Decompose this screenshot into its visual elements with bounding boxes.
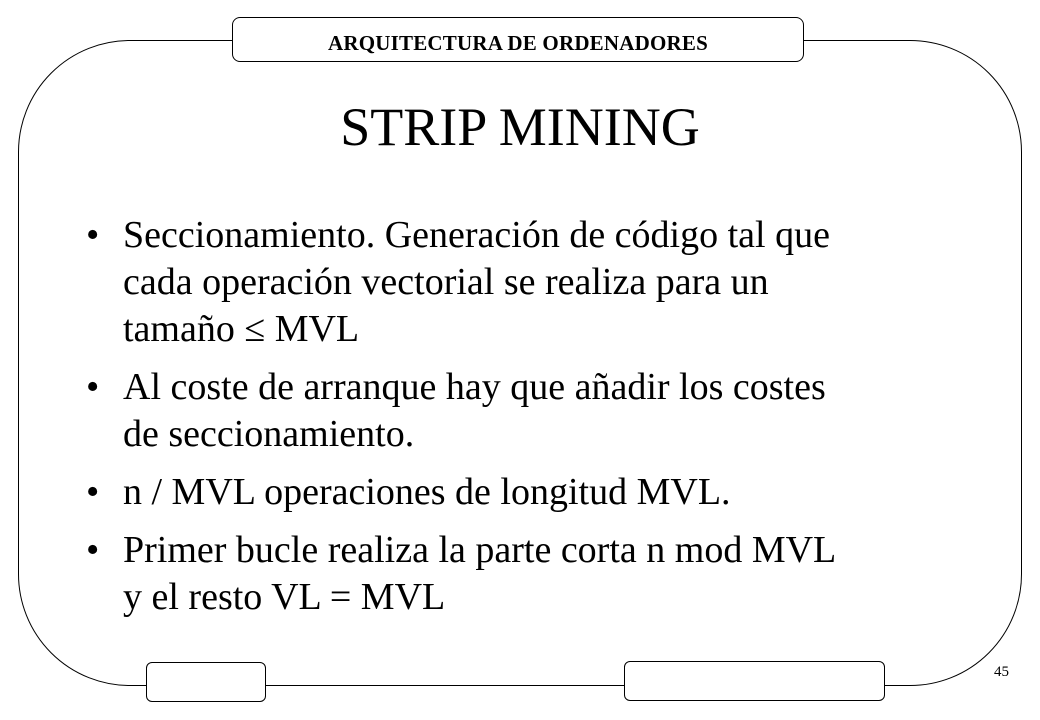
page-number: 45 <box>994 664 1009 680</box>
bullet-icon: • <box>86 471 100 513</box>
course-title: ARQUITECTURA DE ORDENADORES <box>328 31 708 55</box>
bullet-item <box>86 212 976 353</box>
slide-title: STRIP MINING <box>340 97 700 157</box>
bullet-icon: • <box>86 366 100 408</box>
bullet-text-line: de seccionamiento. <box>123 413 415 455</box>
bullet-icon: • <box>86 214 100 256</box>
header-tab <box>232 17 804 62</box>
bullet-icon: • <box>86 529 100 571</box>
bullet-text-line: Primer bucle realiza la parte corta n mod MVL <box>123 529 837 571</box>
bullet-item <box>86 364 976 458</box>
footer-left-box <box>146 662 266 702</box>
bullet-text-line: cada operación vectorial se realiza para un <box>123 261 769 303</box>
bullet-text-line: y el resto VL = MVL <box>123 576 446 618</box>
bullet-item <box>86 527 976 621</box>
bullet-text-line: tamaño ≤ MVL <box>123 308 360 350</box>
bullet-list <box>86 212 976 621</box>
bullet-text-line: Al coste de arranque hay que añadir los costes <box>123 366 826 408</box>
bullet-item <box>86 469 976 516</box>
bullet-text-line: n / MVL operaciones de longitud MVL. <box>123 471 731 513</box>
footer-right-box <box>624 661 885 701</box>
bullet-text-line: Seccionamiento. Generación de código tal que <box>123 214 830 256</box>
